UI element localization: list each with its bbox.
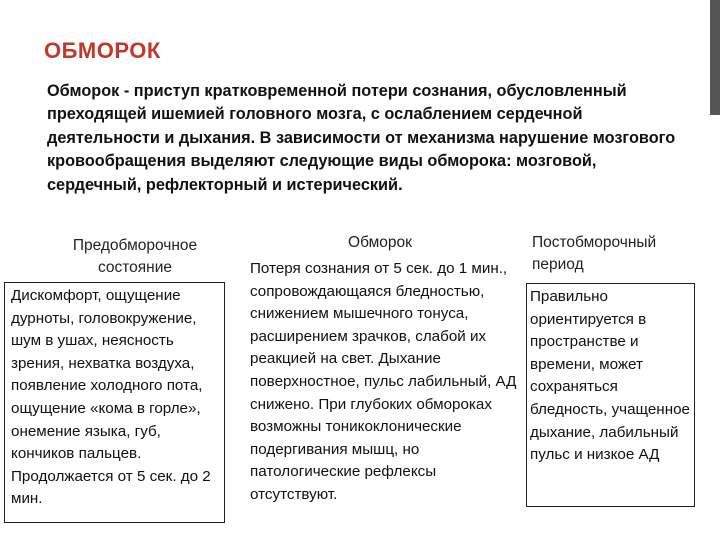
syncope-description: Потеря сознания от 5 сек. до 1 мин., сопровождающаяся бледностью, снижением мышечного тонуса, расширением зрачков, слабой их реакцией на свет. Дыхание поверхностное, пульс лабильный, АД снижено. При глубоких обмороках возможны тоникоклонические подергивания мышц, но патологические рефлексы отсутствуют. xyxy=(250,260,517,503)
pre-syncope-header: Предобморочное состояние xyxy=(72,237,198,276)
definition-paragraph: Обморок - приступ кратковременной потери сознания, обусловленный преходящей ишемией головного мозга, с ослаблением сердечной деятельности и дыхания. В зависимости от механизма нарушение мозгового кровообращения выделяют следующие виды обморока: мозговой, сердечный, рефлекторный и истерический. xyxy=(47,82,676,194)
syncope-header: Обморок xyxy=(348,234,412,251)
post-syncope-box: Правильно ориентируется в пространстве и времени, может сохраняться бледность, учащенное дыхание, лабильный пульс и низкое АД xyxy=(526,283,695,507)
slide-title: ОБМОРОК xyxy=(44,38,161,63)
accent-bar xyxy=(710,0,720,115)
post-syncope-header: Постобморочный период xyxy=(532,234,657,273)
pre-syncope-box: Дискомфорт, ощущение дурноты, головокружение, шум в ушах, неясность зрения, нехватка воздуха, появление холодного пота, ощущение «кома в горле», онемение языка, губ, кончиков пальцев. Продолжается от 5 сек. до 2 мин. xyxy=(4,282,225,523)
